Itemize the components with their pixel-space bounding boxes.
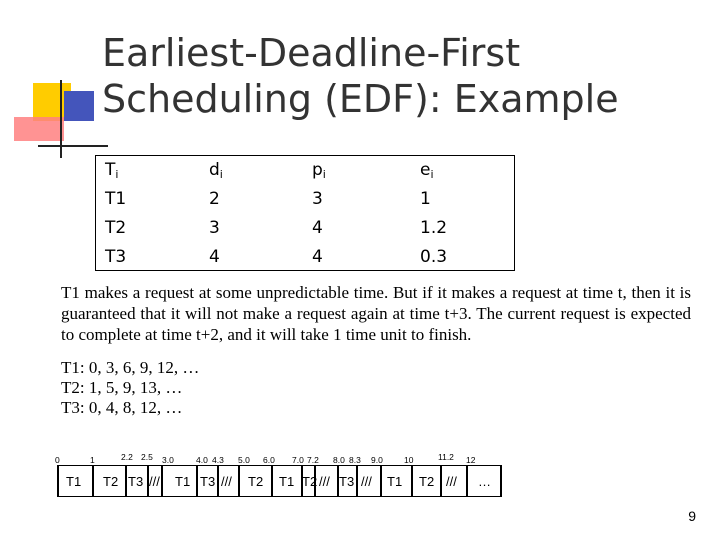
- schedule-tick: 5.0: [238, 455, 250, 465]
- description-paragraph: T1 makes a request at some unpredictable time. But if it makes a request at time t, then it is guaranteed that it will not make a request again at time t+3. The current request is expected to complete at time t+2, and it will take 1 time unit to finish.: [61, 283, 691, 344]
- schedule-segment: …: [478, 474, 491, 489]
- schedule-tick: 8.0: [333, 455, 345, 465]
- table-cell: T1: [105, 189, 127, 209]
- timeline-divider: [238, 466, 240, 496]
- schedule-timeline: [57, 465, 502, 497]
- header-cell-task: $T_i$: [105, 160, 119, 181]
- timeline-divider: [217, 466, 219, 496]
- schedule-tick: 7.2: [307, 455, 319, 465]
- table-cell: 3: [312, 189, 323, 209]
- table-cell: 3: [209, 218, 220, 238]
- timeline-divider: [411, 466, 413, 496]
- table-row: [96, 214, 514, 243]
- table-cell: T3: [105, 247, 127, 267]
- table-cell: 4: [312, 247, 323, 267]
- timeline-divider: [356, 466, 358, 496]
- task-parameter-table: [95, 155, 515, 271]
- timeline-divider: [57, 466, 59, 496]
- schedule-tick: 0: [55, 455, 60, 465]
- schedule-segment: ///: [319, 474, 330, 489]
- decor-horizontal-line: [38, 145, 108, 147]
- timeline-divider: [92, 466, 94, 496]
- schedule-tick: 10: [404, 455, 414, 465]
- schedule-tick: 7.0: [292, 455, 304, 465]
- table-cell: 1.2: [420, 218, 448, 238]
- timeline-divider: [466, 466, 468, 496]
- header-cell-deadline: $d_i$: [209, 160, 223, 181]
- slide-title: [102, 30, 702, 122]
- schedule-segment: T3: [128, 474, 144, 489]
- schedule-tick: 11.2: [438, 452, 454, 462]
- timeline-divider: [196, 466, 198, 496]
- timeline-divider: [271, 466, 273, 496]
- table-cell: 2: [209, 189, 220, 209]
- schedule-tick: 2.5: [141, 452, 153, 462]
- schedule-segment: ///: [221, 474, 232, 489]
- schedule-segment: T1: [387, 474, 403, 489]
- table-cell: T2: [105, 218, 127, 238]
- table-row: [96, 243, 514, 272]
- release-times-t2: T2: 1, 5, 9, 13, …: [61, 378, 183, 397]
- release-times-t1: T1: 0, 3, 6, 9, 12, …: [61, 358, 200, 377]
- schedule-segment: T2: [419, 474, 435, 489]
- schedule-segment: T2: [103, 474, 119, 489]
- header-cell-execution: $e_i$: [420, 160, 434, 181]
- release-times-t3: T3: 0, 4, 8, 12, …: [61, 398, 183, 417]
- timeline-divider: [125, 466, 127, 496]
- table-cell: 4: [312, 218, 323, 238]
- schedule-segment: T2: [248, 474, 264, 489]
- schedule-segment: ///: [446, 474, 457, 489]
- table-header-row: [96, 156, 514, 185]
- decor-red-block: [14, 117, 64, 141]
- schedule-segment: ///: [361, 474, 372, 489]
- schedule-segment: T3: [200, 474, 216, 489]
- schedule-tick: 4.3: [212, 455, 224, 465]
- schedule-segment: T1: [175, 474, 191, 489]
- schedule-segment: T3: [339, 474, 355, 489]
- schedule-segment: T2: [302, 474, 318, 489]
- schedule-tick: 9.0: [371, 455, 383, 465]
- table-cell: 4: [209, 247, 220, 267]
- decor-blue-block: [64, 91, 94, 121]
- table-cell: 1: [420, 189, 431, 209]
- schedule-tick: 4.0: [196, 455, 208, 465]
- timeline-divider: [440, 466, 442, 496]
- table-cell: 0.3: [420, 247, 448, 267]
- page-number: 9: [688, 508, 696, 524]
- header-cell-period: $p_i$: [312, 160, 326, 181]
- release-times-list: [61, 358, 199, 418]
- schedule-tick: 1: [90, 455, 95, 465]
- schedule-tick: 12: [466, 455, 476, 465]
- schedule-segment: T1: [66, 474, 82, 489]
- table-row: [96, 185, 514, 214]
- schedule-segment: ///: [149, 474, 160, 489]
- timeline-divider: [380, 466, 382, 496]
- schedule-tick: 6.0: [263, 455, 275, 465]
- schedule-tick: 2.2: [121, 452, 133, 462]
- title-line-1: Earliest-Deadline-First: [102, 31, 521, 75]
- timeline-divider: [500, 466, 502, 496]
- schedule-tick: 3.0: [162, 455, 174, 465]
- schedule-segment: T1: [279, 474, 295, 489]
- timeline-divider: [161, 466, 163, 496]
- schedule-tick: 8.3: [349, 455, 361, 465]
- title-line-2: Scheduling (EDF): Example: [102, 77, 619, 121]
